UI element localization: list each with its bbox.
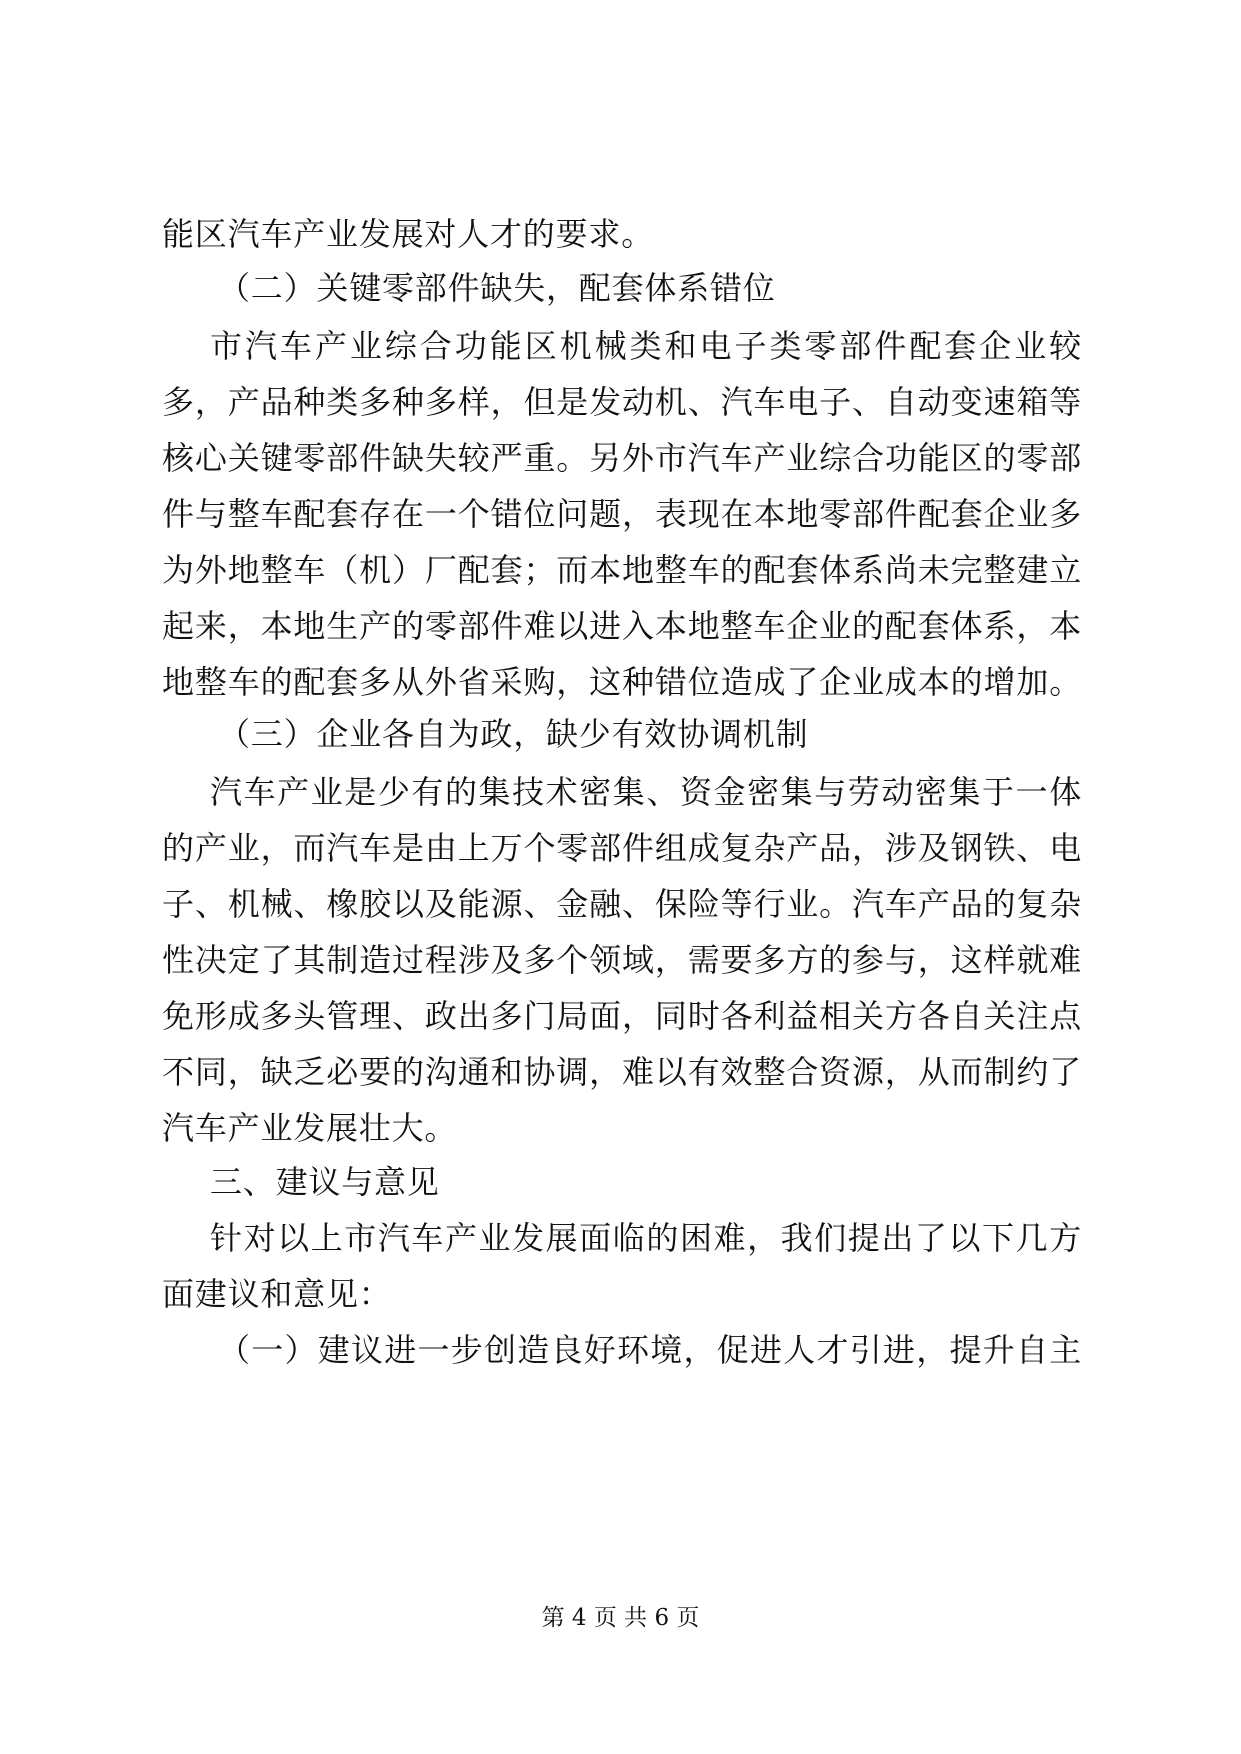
text-line: 核心关键零部件缺失较严重。另外市汽车产业综合功能区的零部 <box>162 439 1082 477</box>
text-line: 面建议和意见： <box>162 1275 392 1313</box>
section-heading: （三）企业各自为政，缺少有效协调机制 <box>218 715 809 753</box>
text-line: 起来，本地生产的零部件难以进入本地整车企业的配套体系，本 <box>162 607 1082 645</box>
paragraph-first-line: 市汽车产业综合功能区机械类和电子类零部件配套企业较 <box>210 327 1082 365</box>
section-heading: （一）建议进一步创造良好环境，促进人才引进，提升自主 <box>218 1331 1082 1369</box>
text-line: 子、机械、橡胶以及能源、金融、保险等行业。汽车产品的复杂 <box>162 885 1082 923</box>
section-heading: 三、建议与意见 <box>210 1163 440 1201</box>
text-line: 性决定了其制造过程涉及多个领域，需要多方的参与，这样就难 <box>162 941 1082 979</box>
page-number-footer: 第 4 页 共 6 页 <box>541 1605 700 1631</box>
text-line: 为外地整车（机）厂配套；而本地整车的配套体系尚未完整建立 <box>162 551 1082 589</box>
text-line: 汽车产业发展壮大。 <box>162 1109 458 1147</box>
text-line: 能区汽车产业发展对人才的要求。 <box>162 215 655 253</box>
paragraph-first-line: 针对以上市汽车产业发展面临的困难，我们提出了以下几方 <box>210 1219 1082 1257</box>
text-line: 不同，缺乏必要的沟通和协调，难以有效整合资源，从而制约了 <box>162 1053 1082 1091</box>
text-line: 的产业，而汽车是由上万个零部件组成复杂产品，涉及钢铁、电 <box>162 829 1082 867</box>
section-heading: （二）关键零部件缺失，配套体系错位 <box>218 269 776 307</box>
text-line: 多，产品种类多种多样，但是发动机、汽车电子、自动变速箱等 <box>162 383 1082 421</box>
text-line: 件与整车配套存在一个错位问题，表现在本地零部件配套企业多 <box>162 495 1082 533</box>
text-line: 免形成多头管理、政出多门局面，同时各利益相关方各自关注点 <box>162 997 1082 1035</box>
text-line: 地整车的配套多从外省采购，这种错位造成了企业成本的增加。 <box>162 663 1082 701</box>
paragraph-first-line: 汽车产业是少有的集技术密集、资金密集与劳动密集于一体 <box>210 773 1082 811</box>
